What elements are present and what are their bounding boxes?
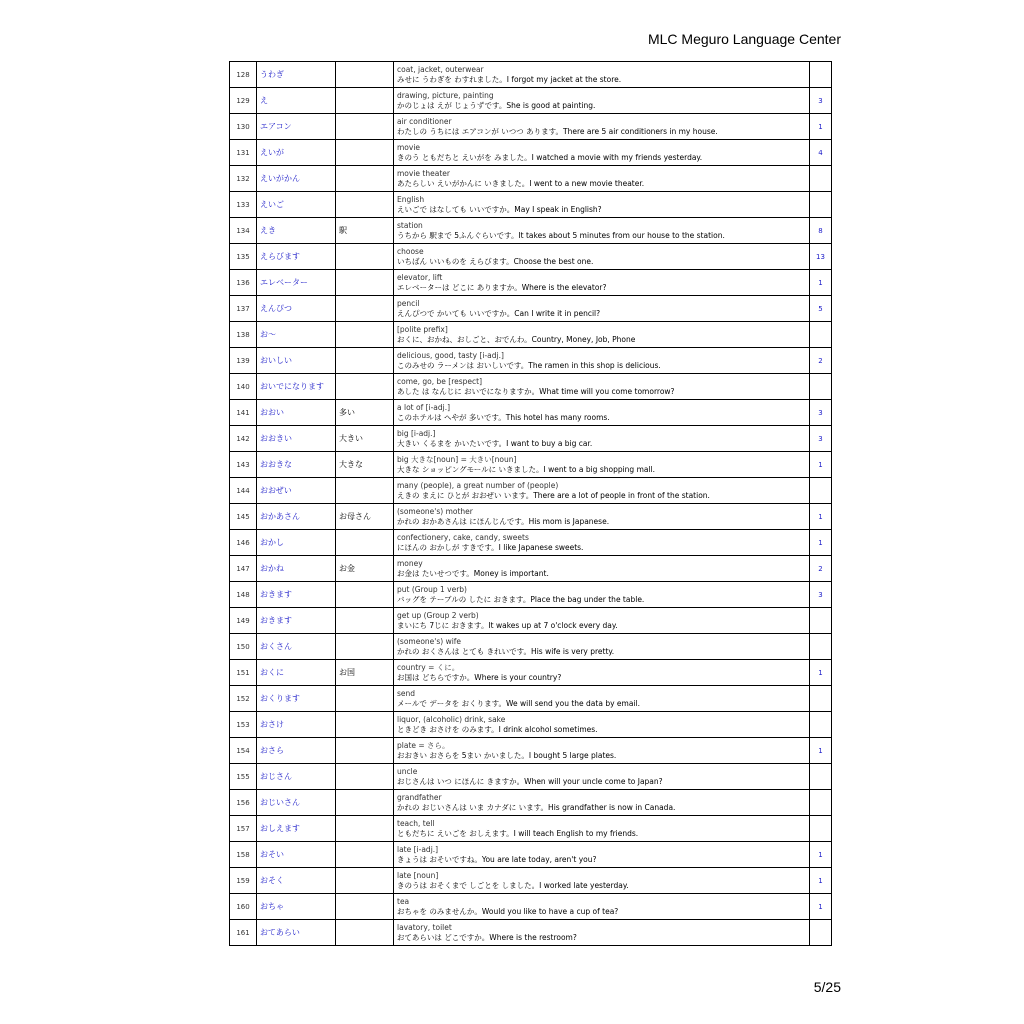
entry-kanji — [336, 790, 394, 816]
entry-lesson: 1 — [810, 738, 832, 764]
vocabulary-table — [229, 61, 832, 946]
entry-kana: おいしい — [257, 348, 336, 374]
entry-meaning: pencil — [397, 298, 420, 308]
entry-meaning: come, go, be [respect] — [397, 376, 483, 386]
entry-number: 155 — [230, 764, 257, 790]
table-row — [230, 140, 832, 166]
entry-meaning: air conditioner — [397, 116, 452, 126]
entry-number: 135 — [230, 244, 257, 270]
entry-meaning: coat, jacket, outerwear — [397, 64, 484, 74]
entry-kanji — [336, 296, 394, 322]
entry-kana: えき — [257, 218, 336, 244]
entry-kana: おかあさん — [257, 504, 336, 530]
entry-example: きのう ともだちと えいがを みました。I watched a movie with my friends yesterday. — [397, 152, 703, 162]
entry-kanji — [336, 322, 394, 348]
entry-kana: エレベーター — [257, 270, 336, 296]
entry-example: うちから 駅まで 5ふんぐらいです。It takes about 5 minutes from our house to the station. — [397, 230, 725, 240]
entry-kanji — [336, 920, 394, 946]
entry-kanji — [336, 894, 394, 920]
entry-kana: えらびます — [257, 244, 336, 270]
entry-kana: おいでになります — [257, 374, 336, 400]
entry-lesson: 1 — [810, 504, 832, 530]
entry-definition — [394, 816, 810, 842]
entry-lesson: 1 — [810, 114, 832, 140]
entry-kana: おちゃ — [257, 894, 336, 920]
entry-number: 154 — [230, 738, 257, 764]
table-row — [230, 686, 832, 712]
table-row — [230, 504, 832, 530]
entry-lesson: 13 — [810, 244, 832, 270]
entry-definition — [394, 374, 810, 400]
entry-number: 160 — [230, 894, 257, 920]
entry-meaning: get up (Group 2 verb) — [397, 610, 479, 620]
table-row — [230, 738, 832, 764]
entry-kana: おさけ — [257, 712, 336, 738]
entry-definition — [394, 114, 810, 140]
entry-kanji — [336, 140, 394, 166]
entry-kana: おおきな — [257, 452, 336, 478]
entry-example: ときどき おさけを のみます。I drink alcohol sometimes. — [397, 724, 598, 734]
entry-kanji — [336, 582, 394, 608]
table-row — [230, 478, 832, 504]
entry-example: おおきい おさらを 5まい かいました。I bought 5 large plates. — [397, 750, 617, 760]
entry-example: お国は どちらですか。Where is your country? — [397, 672, 562, 682]
entry-kana: おきます — [257, 582, 336, 608]
entry-number: 142 — [230, 426, 257, 452]
entry-kanji: お金 — [336, 556, 394, 582]
entry-kana: エアコン — [257, 114, 336, 140]
entry-lesson: 5 — [810, 296, 832, 322]
entry-kanji: 大きい — [336, 426, 394, 452]
entry-example: きのうは おそくまで しごとを しました。I worked late yesterday. — [397, 880, 629, 890]
entry-number: 146 — [230, 530, 257, 556]
entry-lesson — [810, 478, 832, 504]
entry-number: 129 — [230, 88, 257, 114]
entry-definition — [394, 88, 810, 114]
entry-lesson — [810, 192, 832, 218]
entry-number: 153 — [230, 712, 257, 738]
table-row — [230, 660, 832, 686]
entry-lesson — [810, 374, 832, 400]
entry-kanji: 多い — [336, 400, 394, 426]
entry-definition — [394, 270, 810, 296]
entry-meaning: [polite prefix] — [397, 324, 448, 334]
entry-number: 141 — [230, 400, 257, 426]
entry-example: かのじょは えが じょうずです。She is good at painting. — [397, 100, 596, 110]
entry-number: 128 — [230, 62, 257, 88]
table-row — [230, 452, 832, 478]
entry-example: かれの おじいさんは いま カナダに います。His grandfather is now in Canada. — [397, 802, 676, 812]
entry-lesson — [810, 634, 832, 660]
entry-lesson: 1 — [810, 660, 832, 686]
table-row — [230, 62, 832, 88]
entry-kanji — [336, 192, 394, 218]
entry-meaning: movie — [397, 142, 421, 152]
table-row — [230, 192, 832, 218]
table-row — [230, 374, 832, 400]
entry-meaning: movie theater — [397, 168, 450, 178]
table-row — [230, 218, 832, 244]
entry-number: 133 — [230, 192, 257, 218]
entry-lesson: 8 — [810, 218, 832, 244]
entry-example: メールで データを おくります。We will send you the data by email. — [397, 698, 640, 708]
table-row — [230, 530, 832, 556]
entry-number: 148 — [230, 582, 257, 608]
entry-lesson: 1 — [810, 530, 832, 556]
entry-kana: おおい — [257, 400, 336, 426]
entry-kanji — [336, 244, 394, 270]
entry-lesson: 2 — [810, 348, 832, 374]
entry-kanji — [336, 478, 394, 504]
entry-kanji — [336, 868, 394, 894]
table-row — [230, 296, 832, 322]
entry-lesson: 1 — [810, 894, 832, 920]
entry-meaning: English — [397, 194, 425, 204]
table-row — [230, 322, 832, 348]
entry-meaning: grandfather — [397, 792, 442, 802]
entry-kanji — [336, 686, 394, 712]
entry-kanji — [336, 608, 394, 634]
entry-kana: え — [257, 88, 336, 114]
entry-example: おちゃを のみませんか。Would you like to have a cup of tea? — [397, 906, 619, 916]
entry-definition — [394, 894, 810, 920]
entry-definition — [394, 634, 810, 660]
entry-kanji — [336, 764, 394, 790]
entry-number: 145 — [230, 504, 257, 530]
table-row — [230, 764, 832, 790]
entry-number: 131 — [230, 140, 257, 166]
entry-meaning: station — [397, 220, 423, 230]
entry-meaning: liquor, (alcoholic) drink, sake — [397, 714, 506, 724]
entry-lesson: 3 — [810, 400, 832, 426]
table-row — [230, 400, 832, 426]
entry-kana: おてあらい — [257, 920, 336, 946]
entry-kana: おじいさん — [257, 790, 336, 816]
entry-example: お金は たいせつです。Money is important. — [397, 568, 549, 578]
entry-kanji: 駅 — [336, 218, 394, 244]
entry-definition — [394, 166, 810, 192]
table-row — [230, 868, 832, 894]
entry-definition — [394, 790, 810, 816]
entry-meaning: money — [397, 558, 423, 568]
page-number: 5/25 — [813, 979, 841, 995]
entry-kana: おしえます — [257, 816, 336, 842]
entry-lesson — [810, 608, 832, 634]
entry-meaning: late [i-adj.] — [397, 844, 439, 854]
entry-kanji — [336, 634, 394, 660]
entry-definition — [394, 868, 810, 894]
entry-lesson — [810, 62, 832, 88]
entry-lesson — [810, 816, 832, 842]
entry-definition — [394, 322, 810, 348]
entry-example: わたしの うちには エアコンが いつつ あります。There are 5 air conditioners in my house. — [397, 126, 718, 136]
table-row — [230, 426, 832, 452]
table-row — [230, 348, 832, 374]
entry-lesson — [810, 166, 832, 192]
entry-example: みせに うわぎを わすれました。I forgot my jacket at the store. — [397, 74, 622, 84]
entry-example: かれの おかあさんは にほんじんです。His mom is Japanese. — [397, 516, 610, 526]
entry-meaning: (someone's) mother — [397, 506, 473, 516]
entry-lesson — [810, 686, 832, 712]
table-row — [230, 166, 832, 192]
entry-kana: おかし — [257, 530, 336, 556]
entry-example: このホテルは へやが 多いです。This hotel has many rooms. — [397, 412, 610, 422]
entry-kana: えいが — [257, 140, 336, 166]
entry-definition — [394, 478, 810, 504]
entry-example: かれの おくさんは とても きれいです。His wife is very pretty. — [397, 646, 615, 656]
entry-number: 158 — [230, 842, 257, 868]
table-row — [230, 842, 832, 868]
entry-number: 147 — [230, 556, 257, 582]
entry-meaning: plate = さら。 — [397, 740, 450, 750]
entry-meaning: drawing, picture, painting — [397, 90, 494, 100]
entry-number: 149 — [230, 608, 257, 634]
entry-number: 157 — [230, 816, 257, 842]
entry-number: 130 — [230, 114, 257, 140]
entry-number: 152 — [230, 686, 257, 712]
table-row — [230, 608, 832, 634]
entry-lesson — [810, 322, 832, 348]
table-row — [230, 582, 832, 608]
entry-kana: えいがかん — [257, 166, 336, 192]
entry-lesson: 4 — [810, 140, 832, 166]
entry-meaning: elevator, lift — [397, 272, 443, 282]
entry-example: あたらしい えいがかんに いきました。I went to a new movie theater. — [397, 178, 645, 188]
entry-definition — [394, 452, 810, 478]
entry-example: にほんの おかしが すきです。I like Japanese sweets. — [397, 542, 584, 552]
entry-kana: おそい — [257, 842, 336, 868]
entry-meaning: choose — [397, 246, 424, 256]
entry-lesson — [810, 920, 832, 946]
entry-example: おくに、おかね、おしごと、おでんわ。Country, Money, Job, Phone — [397, 334, 636, 344]
entry-definition — [394, 530, 810, 556]
entry-meaning: put (Group 1 verb) — [397, 584, 467, 594]
entry-lesson: 1 — [810, 842, 832, 868]
entry-kana: おおぜい — [257, 478, 336, 504]
page-header-title: MLC Meguro Language Center — [647, 31, 841, 47]
entry-example: あした は なんじに おいでになりますか。What time will you come tomorrow? — [397, 386, 675, 396]
entry-example: バッグを テーブルの したに おきます。Place the bag under the table. — [397, 594, 645, 604]
entry-definition — [394, 348, 810, 374]
entry-number: 138 — [230, 322, 257, 348]
table-row — [230, 88, 832, 114]
entry-definition — [394, 244, 810, 270]
entry-meaning: a lot of [i-adj.] — [397, 402, 451, 412]
entry-kana: えんぴつ — [257, 296, 336, 322]
entry-meaning: country = くに。 — [397, 662, 460, 672]
entry-meaning: lavatory, toilet — [397, 922, 452, 932]
entry-lesson: 1 — [810, 270, 832, 296]
entry-number: 134 — [230, 218, 257, 244]
entry-definition — [394, 712, 810, 738]
entry-definition — [394, 608, 810, 634]
entry-example: まいにち 7じに おきます。It wakes up at 7 o'clock every day. — [397, 620, 618, 630]
entry-definition — [394, 296, 810, 322]
entry-lesson: 3 — [810, 582, 832, 608]
entry-meaning: late [noun] — [397, 870, 439, 880]
entry-kana: うわぎ — [257, 62, 336, 88]
entry-meaning: teach, tell — [397, 818, 435, 828]
table-row — [230, 894, 832, 920]
entry-definition — [394, 192, 810, 218]
entry-kanji — [336, 712, 394, 738]
entry-kanji — [336, 530, 394, 556]
entry-number: 150 — [230, 634, 257, 660]
entry-lesson: 3 — [810, 88, 832, 114]
entry-kana: おおきい — [257, 426, 336, 452]
entry-kana: えいご — [257, 192, 336, 218]
entry-kanji — [336, 816, 394, 842]
entry-definition — [394, 504, 810, 530]
entry-lesson — [810, 764, 832, 790]
entry-number: 151 — [230, 660, 257, 686]
table-row — [230, 556, 832, 582]
entry-lesson — [810, 790, 832, 816]
entry-example: えきの まえに ひとが おおぜい います。There are a lot of people in front of the station. — [397, 490, 710, 500]
entry-example: きょうは おそいですね。You are late today, aren't you? — [397, 854, 597, 864]
entry-kanji — [336, 738, 394, 764]
entry-kanji — [336, 62, 394, 88]
vocabulary-table-body — [230, 62, 832, 946]
entry-example: おじさんは いつ にほんに きますか。When will your uncle come to Japan? — [397, 776, 663, 786]
table-row — [230, 816, 832, 842]
entry-example: えんぴつで かいても いいですか。Can I write it in pencil? — [397, 308, 601, 318]
entry-definition — [394, 62, 810, 88]
entry-example: いちばん いいものを えらびます。Choose the best one. — [397, 256, 594, 266]
entry-kana: おきます — [257, 608, 336, 634]
entry-kana: おかね — [257, 556, 336, 582]
entry-definition — [394, 842, 810, 868]
entry-meaning: uncle — [397, 766, 418, 776]
entry-kanji: お母さん — [336, 504, 394, 530]
entry-kana: お～ — [257, 322, 336, 348]
table-row — [230, 790, 832, 816]
entry-example: おてあらいは どこですか。Where is the restroom? — [397, 932, 577, 942]
entry-kanji — [336, 166, 394, 192]
entry-kana: おくさん — [257, 634, 336, 660]
entry-kanji — [336, 88, 394, 114]
entry-kanji — [336, 842, 394, 868]
entry-kana: おくに — [257, 660, 336, 686]
table-row — [230, 634, 832, 660]
entry-definition — [394, 920, 810, 946]
entry-definition — [394, 556, 810, 582]
entry-number: 144 — [230, 478, 257, 504]
entry-meaning: big [i-adj.] — [397, 428, 436, 438]
entry-kanji — [336, 114, 394, 140]
entry-lesson: 1 — [810, 452, 832, 478]
entry-kanji: 大きな — [336, 452, 394, 478]
entry-definition — [394, 738, 810, 764]
entry-number: 136 — [230, 270, 257, 296]
entry-lesson: 2 — [810, 556, 832, 582]
entry-definition — [394, 426, 810, 452]
entry-meaning: tea — [397, 896, 410, 906]
entry-lesson: 3 — [810, 426, 832, 452]
entry-definition — [394, 660, 810, 686]
entry-example: 大きい くるまを かいたいです。I want to buy a big car. — [397, 438, 593, 448]
table-row — [230, 270, 832, 296]
entry-kanji: お国 — [336, 660, 394, 686]
table-row — [230, 244, 832, 270]
entry-number: 137 — [230, 296, 257, 322]
entry-kana: おじさん — [257, 764, 336, 790]
entry-meaning: (someone's) wife — [397, 636, 462, 646]
entry-definition — [394, 582, 810, 608]
entry-definition — [394, 686, 810, 712]
entry-lesson: 1 — [810, 868, 832, 894]
entry-number: 159 — [230, 868, 257, 894]
entry-kana: おそく — [257, 868, 336, 894]
table-row — [230, 114, 832, 140]
entry-number: 132 — [230, 166, 257, 192]
table-row — [230, 712, 832, 738]
entry-lesson — [810, 712, 832, 738]
entry-number: 139 — [230, 348, 257, 374]
entry-meaning: send — [397, 688, 416, 698]
entry-number: 140 — [230, 374, 257, 400]
entry-kanji — [336, 348, 394, 374]
entry-example: えいごで はなしても いいですか。May I speak in English? — [397, 204, 602, 214]
table-row — [230, 920, 832, 946]
entry-example: 大きな ショッピングモールに いきました。I went to a big shopping mall. — [397, 464, 656, 474]
entry-meaning: confectionery, cake, candy, sweets — [397, 532, 529, 542]
entry-kana: おくります — [257, 686, 336, 712]
entry-definition — [394, 400, 810, 426]
entry-meaning: many (people), a great number of (people) — [397, 480, 559, 490]
entry-kana: おさら — [257, 738, 336, 764]
entry-example: このみせの ラーメンは おいしいです。The ramen in this shop is delicious. — [397, 360, 661, 370]
entry-definition — [394, 218, 810, 244]
entry-example: ともだちに えいごを おしえます。I will teach English to my friends. — [397, 828, 639, 838]
entry-number: 143 — [230, 452, 257, 478]
entry-number: 161 — [230, 920, 257, 946]
entry-meaning: big 大きな[noun] = 大きい[noun] — [397, 454, 517, 464]
entry-number: 156 — [230, 790, 257, 816]
entry-meaning: delicious, good, tasty [i-adj.] — [397, 350, 504, 360]
entry-kanji — [336, 374, 394, 400]
entry-example: エレベーターは どこに ありますか。Where is the elevator? — [397, 282, 607, 292]
entry-kanji — [336, 270, 394, 296]
entry-definition — [394, 764, 810, 790]
entry-definition — [394, 140, 810, 166]
